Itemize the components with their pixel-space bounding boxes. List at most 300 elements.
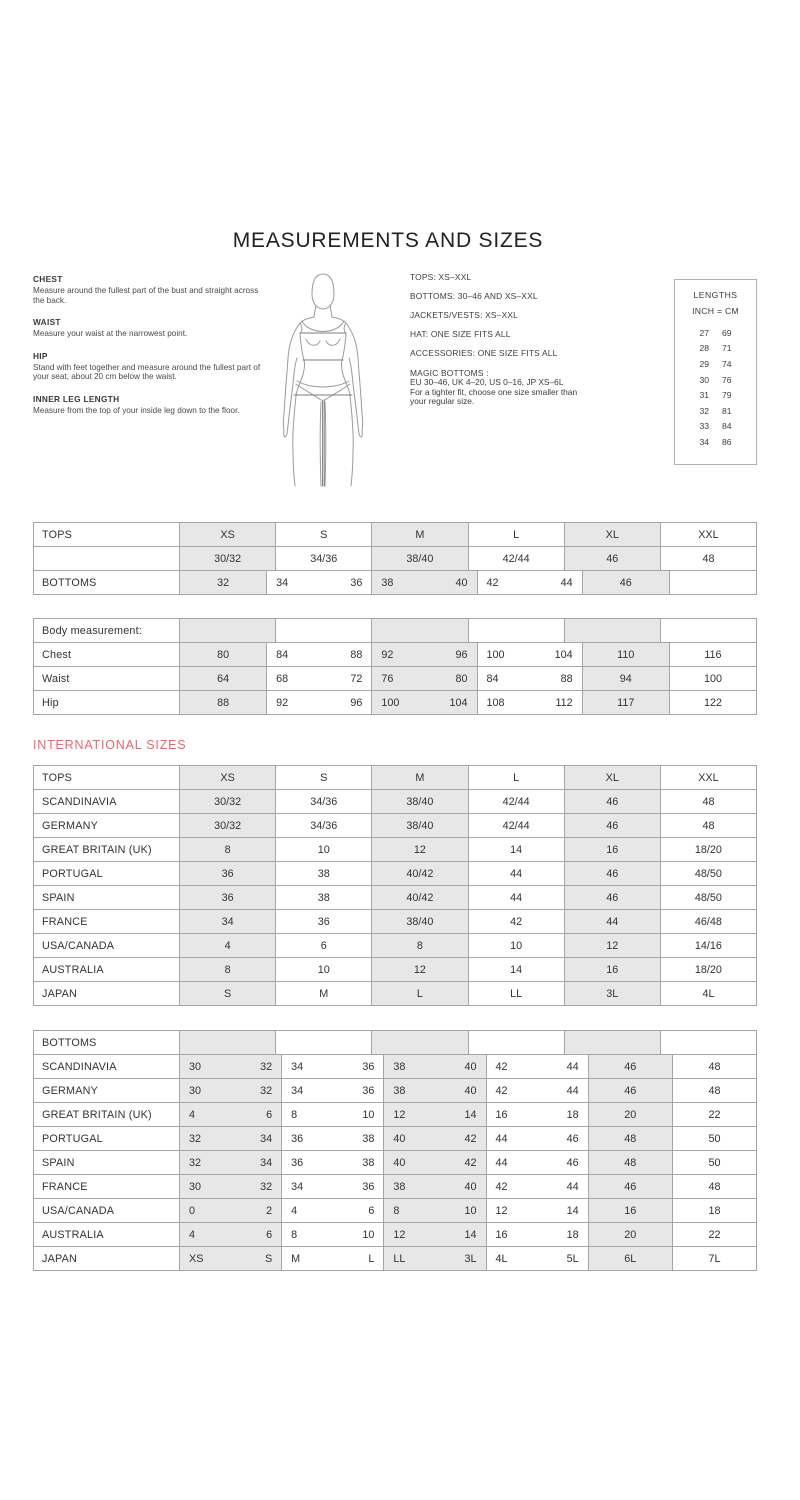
size-cell: [266, 691, 371, 714]
lengths-cm-value: 84: [722, 421, 732, 432]
size-value: 46/48: [694, 915, 722, 928]
table-row: [34, 861, 756, 885]
table-row: [34, 690, 756, 714]
size-value: 42: [495, 1084, 508, 1097]
size-value: 100: [486, 648, 505, 661]
size-cell: [564, 982, 660, 1005]
size-value: 38/40: [406, 819, 434, 832]
size-cell: [179, 1223, 281, 1246]
table-row: [34, 957, 756, 981]
size-value: 44: [510, 867, 523, 880]
size-summary: [410, 272, 590, 407]
table-row: [34, 981, 756, 1005]
size-cell: [672, 1247, 756, 1270]
size-value: 36: [362, 1060, 375, 1073]
lengths-cm-value: 69: [722, 327, 732, 338]
table-row: [34, 666, 756, 690]
size-cell: [281, 1223, 383, 1246]
size-value: 42: [464, 1156, 477, 1169]
row-label-cell: USA/CANADA: [42, 1204, 115, 1217]
row-label-cell: Body measurement:: [42, 624, 143, 637]
guide-item-label: CHEST: [33, 274, 63, 284]
size-value: 88: [350, 648, 363, 661]
guide-item-text: Stand with feet together and measure around the fullest part of your seat, about 20 cm below the waist.: [33, 362, 261, 382]
lengths-cm-value: 74: [722, 358, 732, 369]
size-cell: [660, 982, 756, 1005]
table-row: [34, 1222, 756, 1246]
row-label-cell: BOTTOMS: [42, 576, 97, 589]
size-value: 40: [464, 1060, 477, 1073]
size-cell: [669, 643, 756, 666]
size-cell: [669, 667, 756, 690]
size-cell: [371, 886, 467, 909]
size-cell: [468, 934, 564, 957]
size-value: 46: [606, 867, 619, 880]
size-value: L: [513, 771, 520, 784]
size-cell: [371, 766, 467, 789]
size-value: 18/20: [694, 963, 722, 976]
row-label-cell: BOTTOMS: [42, 1036, 97, 1049]
lengths-inch-value: 28: [699, 343, 709, 354]
size-value: 122: [703, 696, 722, 709]
table-row: [34, 1031, 756, 1054]
size-cell: [179, 571, 266, 594]
size-value: 92: [381, 648, 394, 661]
size-value: 20: [624, 1228, 637, 1241]
size-cell: [275, 982, 371, 1005]
size-cell: [588, 1199, 672, 1222]
tops-size-table: [33, 522, 757, 595]
size-cell: [179, 982, 275, 1005]
size-value: 4: [224, 939, 231, 952]
size-cell: [383, 1247, 485, 1270]
size-cell: [179, 934, 275, 957]
size-cell: [371, 814, 467, 837]
size-cell: [371, 547, 467, 570]
size-value: 32: [260, 1060, 273, 1073]
size-value: 46: [619, 576, 632, 589]
size-value: 42/44: [502, 795, 530, 808]
size-value: 34/36: [310, 552, 338, 565]
table-row: [34, 909, 756, 933]
size-value: 38: [393, 1060, 406, 1073]
size-cell: [371, 862, 467, 885]
size-cell: [588, 1151, 672, 1174]
size-cell: [477, 643, 582, 666]
size-value: 18/20: [694, 843, 722, 856]
size-value: XS: [220, 771, 235, 784]
size-cell: [281, 1103, 383, 1126]
size-cell: [468, 790, 564, 813]
size-value: 42: [495, 1180, 508, 1193]
size-value: 104: [449, 696, 468, 709]
size-value: 100: [703, 672, 722, 685]
size-value: 8: [393, 1204, 400, 1217]
size-value: 8: [291, 1228, 298, 1241]
size-value: 44: [560, 576, 573, 589]
size-value: 14: [464, 1108, 477, 1121]
size-cell: [281, 1055, 383, 1078]
size-cell: [660, 886, 756, 909]
size-cell: [588, 1127, 672, 1150]
size-value: 36: [317, 915, 330, 928]
size-cell: [266, 571, 371, 594]
size-cell: [371, 523, 467, 546]
size-value: 34: [260, 1156, 273, 1169]
size-cell: [660, 862, 756, 885]
size-cell: [660, 934, 756, 957]
measure-guide: [33, 274, 266, 428]
size-value: 36: [291, 1132, 304, 1145]
size-cell: [486, 1127, 588, 1150]
size-cell: [672, 1079, 756, 1102]
size-value: 18: [566, 1228, 579, 1241]
size-value: 8: [291, 1108, 298, 1121]
size-value: 16: [606, 963, 619, 976]
size-cell: [179, 547, 275, 570]
size-value: 96: [455, 648, 468, 661]
magic-bottoms-note: [410, 369, 590, 407]
size-cell: [179, 838, 275, 861]
size-value: 44: [495, 1156, 508, 1169]
size-value: 94: [619, 672, 632, 685]
size-cell: [383, 1103, 485, 1126]
size-cell: [281, 1175, 383, 1198]
size-value: 36: [221, 867, 234, 880]
size-value: 38: [362, 1156, 375, 1169]
size-cell: [275, 547, 371, 570]
lengths-row: [675, 372, 756, 388]
size-value: 48: [702, 819, 715, 832]
size-value: 46: [566, 1132, 579, 1145]
size-cell: [383, 1151, 485, 1174]
lengths-box: [674, 279, 757, 465]
size-cell: [486, 1175, 588, 1198]
size-value: 50: [708, 1132, 721, 1145]
size-value: 32: [189, 1156, 202, 1169]
size-cell: [468, 547, 564, 570]
size-value: 36: [350, 576, 363, 589]
size-value: 34: [276, 576, 289, 589]
size-value: 10: [362, 1108, 375, 1121]
guide-item: [33, 394, 266, 416]
size-value: 14/16: [694, 939, 722, 952]
size-value: 18: [566, 1108, 579, 1121]
size-value: 34/36: [310, 795, 338, 808]
size-cell: [660, 619, 756, 642]
size-value: 12: [393, 1228, 406, 1241]
size-cell: [564, 523, 660, 546]
size-value: XXL: [698, 528, 719, 541]
lengths-cm-value: 81: [722, 405, 732, 416]
size-value: 4L: [702, 987, 715, 1000]
size-cell: [371, 934, 467, 957]
size-cell: [371, 958, 467, 981]
size-value: 6: [368, 1204, 375, 1217]
size-cell: [588, 1223, 672, 1246]
guide-item-text: Measure your waist at the narrowest point.: [33, 329, 188, 339]
lengths-inch-value: 31: [699, 390, 709, 401]
table-row: [34, 885, 756, 909]
size-value: 40: [393, 1156, 406, 1169]
size-summary-line: BOTTOMS: 30–46 AND XS–XXL: [410, 291, 538, 301]
size-cell: [672, 1151, 756, 1174]
size-cell: [179, 1247, 281, 1270]
table-row: [34, 789, 756, 813]
size-cell: [179, 766, 275, 789]
size-value: 4: [189, 1108, 196, 1121]
size-cell: [564, 1031, 660, 1054]
size-value: 14: [510, 843, 523, 856]
size-cell: [275, 523, 371, 546]
table-row: [34, 570, 756, 594]
size-cell: [371, 838, 467, 861]
guide-item-text: Measure from the top of your inside leg down to the floor.: [33, 405, 240, 415]
size-cell: [275, 934, 371, 957]
size-value: 46: [606, 819, 619, 832]
lengths-unit-legend: INCH = CM: [692, 306, 739, 316]
size-cell: [179, 1151, 281, 1174]
size-cell: [275, 862, 371, 885]
row-label-cell: SCANDINAVIA: [42, 795, 117, 808]
size-value: 46: [606, 552, 619, 565]
size-cell: [477, 667, 582, 690]
row-label-cell: GERMANY: [42, 819, 98, 832]
size-value: 12: [495, 1204, 508, 1217]
size-value: S: [223, 987, 232, 1000]
table-row: [34, 837, 756, 861]
size-cell: [179, 886, 275, 909]
size-cell: [179, 619, 275, 642]
size-cell: [564, 547, 660, 570]
size-cell: [179, 958, 275, 981]
size-cell: [486, 1151, 588, 1174]
size-value: 48: [624, 1132, 637, 1145]
table-row: [34, 1078, 756, 1102]
size-cell: [275, 766, 371, 789]
size-value: 6L: [624, 1252, 637, 1265]
size-value: 32: [217, 576, 230, 589]
size-value: 30/32: [214, 552, 242, 565]
lengths-inch-value: 33: [699, 421, 709, 432]
size-value: 38/40: [406, 552, 434, 565]
row-label-cell: GREAT BRITAIN (UK): [42, 1108, 152, 1121]
size-cell: [266, 667, 371, 690]
size-value: 48/50: [694, 867, 722, 880]
table-row: [34, 1246, 756, 1270]
size-value: 16: [624, 1204, 637, 1217]
size-summary-line: TOPS: XS–XXL: [410, 272, 472, 282]
size-cell: [275, 814, 371, 837]
size-cell: [468, 523, 564, 546]
table-row: [34, 619, 756, 642]
size-cell: [468, 958, 564, 981]
size-value: 4: [291, 1204, 298, 1217]
size-cell: [179, 790, 275, 813]
size-value: 3L: [464, 1252, 477, 1265]
size-cell: [672, 1199, 756, 1222]
size-value: LL: [393, 1252, 406, 1265]
size-value: 64: [217, 672, 230, 685]
size-cell: [179, 910, 275, 933]
size-value: 34: [260, 1132, 273, 1145]
size-cell: [660, 766, 756, 789]
lengths-cm-value: 76: [722, 374, 732, 385]
size-value: 50: [708, 1156, 721, 1169]
size-cell: [275, 886, 371, 909]
lengths-row: [675, 403, 756, 419]
size-value: 38: [393, 1180, 406, 1193]
lengths-row: [675, 387, 756, 403]
table-row: [34, 1102, 756, 1126]
size-cell: [582, 643, 669, 666]
size-value: 40: [393, 1132, 406, 1145]
size-cell: [179, 1199, 281, 1222]
size-value: 18: [708, 1204, 721, 1217]
body-measurement-table: [33, 618, 757, 715]
size-value: 44: [510, 891, 523, 904]
size-value: 48: [708, 1180, 721, 1193]
size-cell: [468, 886, 564, 909]
size-value: 42/44: [502, 819, 530, 832]
size-value: 10: [317, 843, 330, 856]
size-value: 40: [464, 1084, 477, 1097]
size-value: 40: [455, 576, 468, 589]
size-value: L: [513, 528, 520, 541]
size-cell: [660, 790, 756, 813]
size-value: 46: [606, 795, 619, 808]
size-cell: [486, 1199, 588, 1222]
size-value: 16: [495, 1228, 508, 1241]
size-value: M: [319, 987, 329, 1000]
size-value: 30/32: [214, 795, 242, 808]
table-row: [34, 1054, 756, 1078]
table-row: [34, 1174, 756, 1198]
size-value: 30: [189, 1060, 202, 1073]
size-value: 42: [464, 1132, 477, 1145]
size-value: L: [368, 1252, 375, 1265]
lengths-cm-value: 79: [722, 390, 732, 401]
size-value: 80: [217, 648, 230, 661]
size-cell: [660, 910, 756, 933]
row-label-cell: PORTUGAL: [42, 867, 103, 880]
size-cell: [660, 838, 756, 861]
size-cell: [564, 790, 660, 813]
size-value: 22: [708, 1228, 721, 1241]
size-cell: [468, 982, 564, 1005]
size-value: 110: [617, 648, 635, 661]
magic-bottoms-title: MAGIC BOTTOMS :: [410, 368, 489, 378]
size-value: M: [415, 771, 425, 784]
size-cell: [486, 1055, 588, 1078]
size-value: 34: [291, 1180, 304, 1193]
size-cell: [669, 571, 756, 594]
size-value: XS: [220, 528, 235, 541]
row-label-cell: USA/CANADA: [42, 939, 115, 952]
size-value: 48: [708, 1060, 721, 1073]
row-label-cell: FRANCE: [42, 1180, 88, 1193]
size-value: XL: [605, 528, 619, 541]
size-value: XXL: [698, 771, 719, 784]
size-cell: [371, 1031, 467, 1054]
row-label-cell: AUSTRALIA: [42, 1228, 104, 1241]
size-cell: [371, 571, 476, 594]
table-row: [34, 933, 756, 957]
table-row: [34, 1198, 756, 1222]
size-value: 4: [189, 1228, 196, 1241]
size-cell: [468, 619, 564, 642]
size-value: 88: [560, 672, 573, 685]
size-value: 80: [455, 672, 468, 685]
size-value: 5L: [566, 1252, 579, 1265]
lengths-row: [675, 341, 756, 357]
magic-bottoms-sizes: EU 30–46, UK 4–20, US 0–16, JP XS–6L: [410, 377, 564, 388]
size-value: S: [320, 771, 328, 784]
size-value: 16: [495, 1108, 508, 1121]
size-value: XS: [189, 1252, 204, 1265]
table-row: [34, 1126, 756, 1150]
size-cell: [383, 1127, 485, 1150]
size-cell: [179, 862, 275, 885]
size-value: 68: [276, 672, 289, 685]
size-cell: [371, 982, 467, 1005]
size-value: 84: [276, 648, 289, 661]
size-value: S: [320, 528, 328, 541]
size-value: 4L: [495, 1252, 508, 1265]
size-value: M: [291, 1252, 301, 1265]
size-value: 84: [486, 672, 499, 685]
size-value: 100: [381, 696, 400, 709]
row-label-cell: SCANDINAVIA: [42, 1060, 117, 1073]
size-cell: [179, 814, 275, 837]
row-label-cell: Hip: [42, 696, 59, 709]
size-value: 12: [393, 1108, 406, 1121]
size-cell: [660, 523, 756, 546]
size-value: 112: [555, 696, 573, 709]
size-cell: [660, 814, 756, 837]
size-value: 36: [362, 1180, 375, 1193]
size-cell: [179, 691, 266, 714]
size-value: 7L: [708, 1252, 721, 1265]
size-value: 30: [189, 1084, 202, 1097]
size-cell: [179, 667, 266, 690]
size-cell: [660, 958, 756, 981]
size-cell: [588, 1079, 672, 1102]
size-cell: [564, 934, 660, 957]
size-cell: [477, 691, 582, 714]
size-cell: [281, 1079, 383, 1102]
size-value: 34: [221, 915, 234, 928]
size-value: 104: [554, 648, 573, 661]
size-value: 8: [416, 939, 423, 952]
size-cell: [588, 1247, 672, 1270]
size-value: 44: [566, 1180, 579, 1193]
size-cell: [179, 1175, 281, 1198]
size-cell: [660, 547, 756, 570]
size-cell: [383, 1175, 485, 1198]
page-title: MEASUREMENTS AND SIZES: [232, 229, 544, 253]
size-cell: [468, 910, 564, 933]
size-cell: [468, 766, 564, 789]
size-cell: [371, 643, 476, 666]
size-cell: [275, 910, 371, 933]
size-cell: [179, 1127, 281, 1150]
size-value: 10: [317, 963, 330, 976]
lengths-inch-value: 32: [699, 405, 709, 416]
size-cell: [179, 523, 275, 546]
size-cell: [275, 958, 371, 981]
size-value: 38: [381, 576, 394, 589]
